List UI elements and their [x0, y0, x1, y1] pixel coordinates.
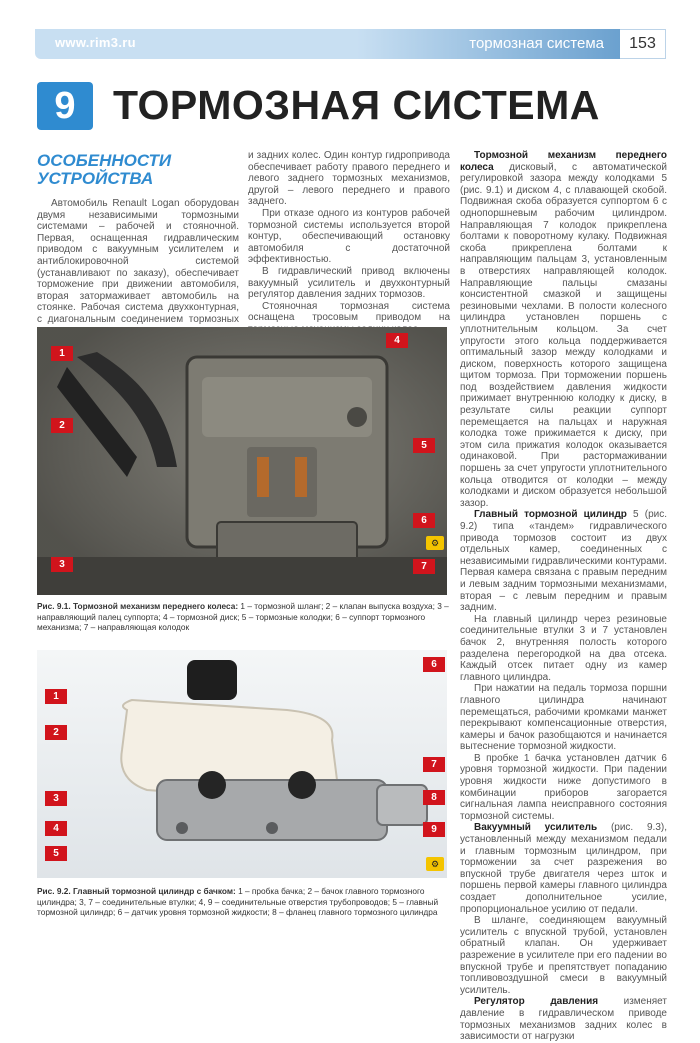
- text-column-2: [248, 150, 450, 336]
- callout-6: 6: [413, 513, 435, 528]
- caption-head: Рис. 9.2. Главный тормозной цилиндр с бачком:: [37, 886, 236, 896]
- callout-6: 6: [423, 657, 445, 672]
- text-column-3: [460, 150, 667, 1043]
- callout-3: 3: [45, 791, 67, 806]
- paragraph: (рис. 9.3), установленный между механизмом педали и главным тормозным цилиндром, при торможении за счет разрежения во впускной трубе двигателя через шток и поршень первой камеры главного цилиндра создает дополнительное усилие, пропорциональное усилию от педали.: [460, 822, 667, 915]
- paragraph: На главный цилиндр через резиновые соединительные втулки 3 и 7 установлен бачок 2, внутренняя полость которого разделена перегородкой на два отсека. Каждый отсек питает одну из камер главного цилиндра.: [460, 613, 667, 683]
- callout-3: 3: [51, 557, 73, 572]
- callout-1: 1: [51, 346, 73, 361]
- callout-5: 5: [413, 438, 435, 453]
- page-number: 153: [620, 29, 666, 59]
- figure-1-caption: [37, 601, 449, 633]
- car-icon: ⚙: [426, 536, 444, 550]
- callout-5: 5: [45, 846, 67, 861]
- paragraph: дисковый, с автоматической регулировкой зазора между колодками 5 (рис. 9.1) и диском 4, с плавающей скобой. Подвижная скоба образуется суппортом 6 с однопоршневым рабочим цилиндром. Направляющая 7 колодок прикреплена болтами к поворотному кулаку. Подвижная скоба прикреплена болтами к направляющим пальцам 3, установленным в отверстиях направляющей колодок. Направляющие пальцы смазаны консистентной смазкой и защищены резиновыми чехлами. В полости колесного цилиндра установлен поршень с уплотнительным кольцом. За счет упругости этого кольца поддерживается оптимальный зазор между колодками и диском, поверхность которого защищена щитом тормоза. При торможении поршень под воздействием давления жидкости прижимает внутреннюю колодку к диску, в результате силы реакции суппорт перемещается на пальцах и наружная колодка тоже прижимается к диску, при этом сила прижатия колодок оказывается одинаковой. При растормаживании поршень за счет упругости уплотнительного кольца отводится от колодки – между колодками и диском образуется небольшой зазор.: [460, 161, 667, 509]
- term-pressure-regulator: Регулятор давления: [474, 996, 599, 1008]
- callout-2: 2: [51, 418, 73, 433]
- paragraph: В гидравлический привод включены вакуумный усилитель и двухконтурный регулятор давления задних тормозов.: [248, 265, 450, 301]
- paragraph: и задних колес. Один контур гидропривода обеспечивает работу правого переднего и левого заднего тормозных механизмов, другой – левого переднего и правого заднего.: [248, 150, 450, 208]
- master-cylinder-illustration: [37, 650, 447, 878]
- term-front-brake: Тормозной механизм переднего колеса: [460, 150, 667, 173]
- section-subtitle: [37, 152, 171, 188]
- chapter-number: 9: [37, 82, 93, 130]
- brake-caliper-photo: [37, 327, 447, 595]
- paragraph: 5 (рис. 9.2) типа «тандем» гидравлического привода тормозов состоит из двух отдельных камер, соединенных с независимыми гидравлическими контурами. Первая камера связана с правым передним и левым задним тормозными механизмами, вторая – с левым передним и правым задним.: [460, 509, 668, 614]
- callout-8: 8: [423, 790, 445, 805]
- paragraph: В пробке 1 бачка установлен датчик 6 уровня тормозной жидкости. При падении уровня жидкости ниже допустимого в комбинации приборов загорается сигнальная лампа неисправного состояния тормозной системы.: [460, 752, 667, 822]
- master-cylinder-photo: [37, 650, 447, 878]
- page-header: [35, 29, 620, 59]
- caption-text: 1 – пробка бачка; 2 – бачок главного тормозного цилиндра; 3, 7 – соединительные втулки; 4, 9 – соединительные отверстия трубопроводов; 5 – главный тормозной цилиндр; 6 – датчик уровня тормозной жидкости; 8 – фланец главного тормозного цилиндра: [37, 886, 439, 917]
- paragraph: Автомобиль Renault Logan оборудован двумя независимыми тормозными системами – рабочей и стояночной. Первая, оснащенная гидравлическим приводом с вакуумным усилителем и антиблокировочной системой (устанавливают по заказу), обеспечивает торможение при движении автомобиля, вторая затормаживает автомобиль на стоянке. Рабочая система двухконтурная, с диагональным соединением тормозных: [37, 198, 239, 325]
- figure-2-caption: [37, 886, 449, 918]
- site-url[interactable]: www.rim3.ru: [55, 35, 136, 50]
- callout-4: 4: [45, 821, 67, 836]
- subtitle-line-2: УСТРОЙСТВА: [37, 169, 154, 188]
- brake-caliper-illustration: [37, 327, 447, 595]
- caption-head: Рис. 9.1. Тормозной механизм переднего колеса:: [37, 601, 239, 611]
- text-column-1: [37, 198, 239, 337]
- paragraph: Стояночная тормозная система оснащена тросовым приводом на: [248, 300, 450, 324]
- paragraph: При нажатии на педаль тормоза поршни главного цилиндра начинают перемещаться, рабочими кромками манжет перекрывают компенсационные отверстия, камеры и бачок разобщаются и начинается вытеснение тормозной жидкости.: [460, 683, 667, 753]
- term-vacuum-booster: Вакуумный усилитель: [474, 822, 598, 834]
- section-name: тормозная система: [469, 35, 604, 52]
- paragraph: изменяет давление в гидравлическом приводе тормозных механизмов задних колес в зависимости от нагрузки: [460, 996, 667, 1043]
- paragraph: В шланге, соединяющем вакуумный усилитель с впускной трубой, установлен обратный клапан. Он удерживает разрежение в усилителе при его падении во впускной трубе и препятствует попаданию топливовоздушной смеси в вакуумный усилитель.: [460, 915, 667, 996]
- callout-1: 1: [45, 689, 67, 704]
- callout-4: 4: [386, 333, 408, 348]
- chapter-title: ТОРМОЗНАЯ СИСТЕМА: [113, 82, 600, 128]
- callout-9: 9: [423, 822, 445, 837]
- caption-text: 1 – тормозной шланг; 2 – клапан выпуска воздуха; 3 – направляющий палец суппорта; 4 – тормозной диск; 5 – тормозные колодки; 6 – суппорт тормозного механизма; 7 – направляющая колодок: [37, 601, 449, 632]
- callout-7: 7: [413, 559, 435, 574]
- callout-7: 7: [423, 757, 445, 772]
- paragraph: При отказе одного из контуров рабочей тормозной системы используется второй контур, обеспечивающий остановку автомобиля с достаточной эффективностью.: [248, 207, 450, 266]
- car-icon: ⚙: [426, 857, 444, 871]
- term-master-cylinder: Главный тормозной цилиндр: [474, 509, 627, 521]
- subtitle-line-1: ОСОБЕННОСТИ: [37, 151, 172, 170]
- callout-2: 2: [45, 725, 67, 740]
